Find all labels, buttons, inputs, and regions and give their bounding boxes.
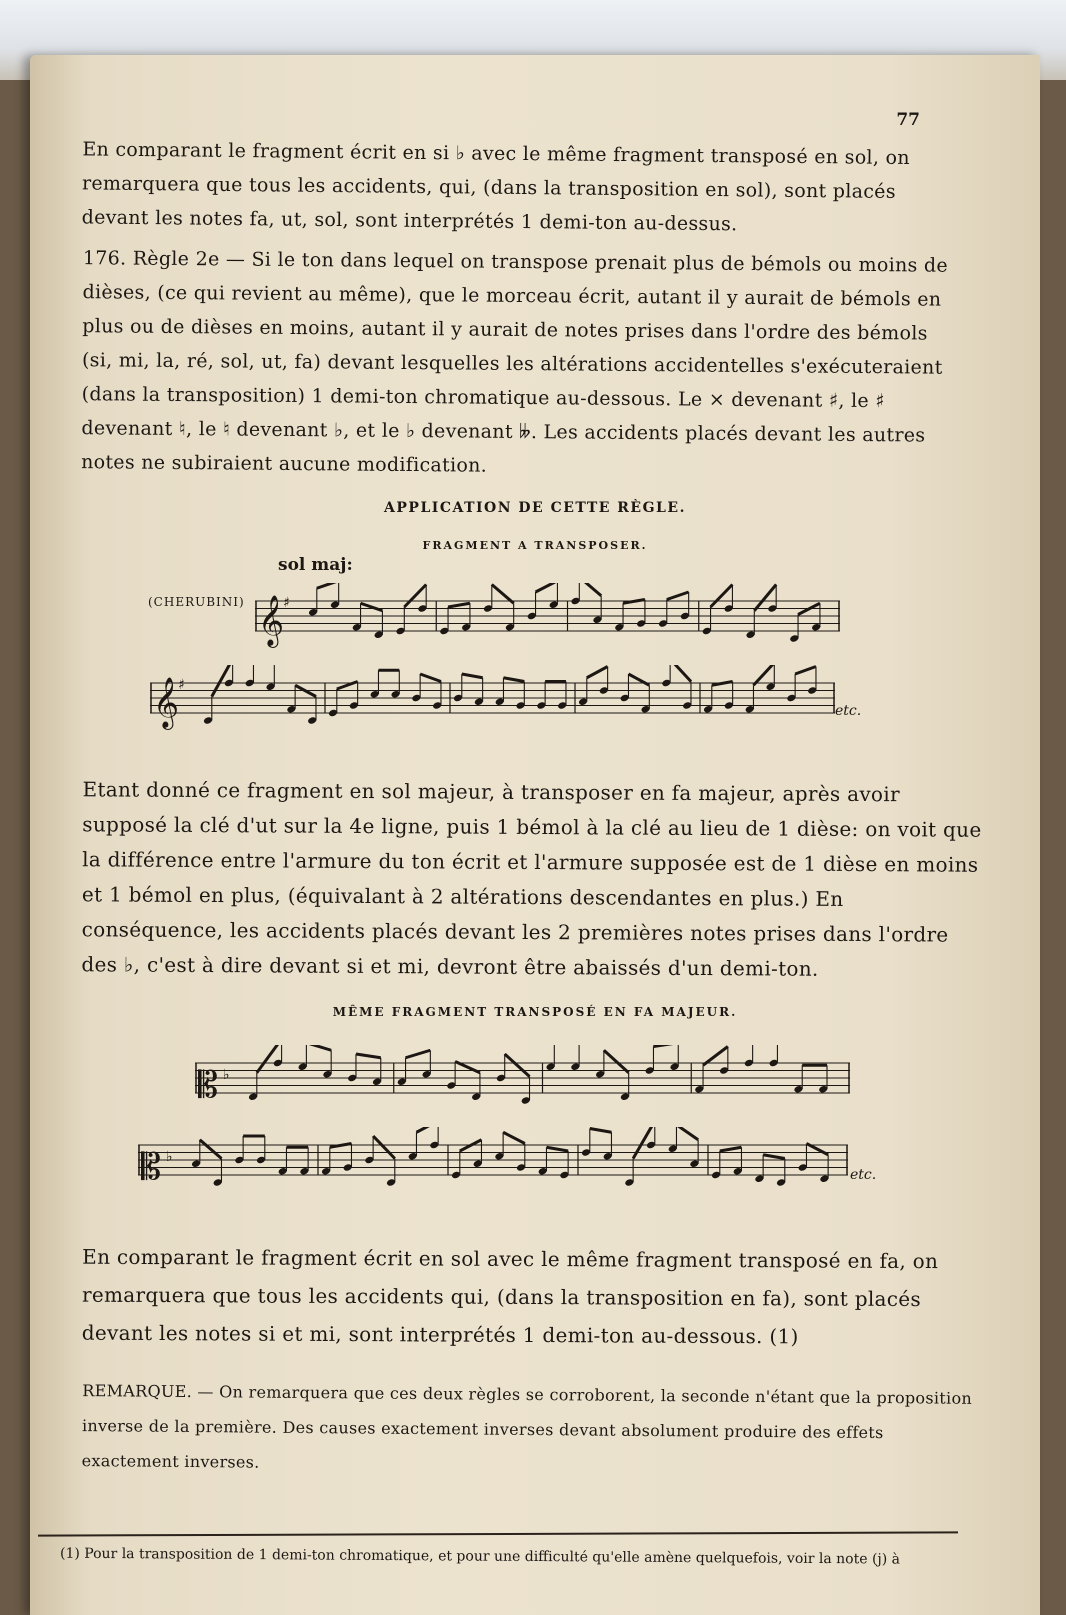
paragraph-comparison-sol: En comparant le fragment écrit en si ♭ avec le même fragment transposé en sol, on remarquera que tous les accidents, qui, (dans la transposition en sol), sont placés devant les notes fa, ut, sol, sont interprétés 1 demi-ton au-dessus.: [81, 138, 910, 236]
music-staff-original-2: [150, 665, 835, 745]
svg-text:𝄞: 𝄞: [258, 595, 285, 646]
etc-label-2: etc.: [850, 1167, 877, 1183]
key-label: sol maj:: [278, 555, 353, 575]
svg-text:♭: ♭: [166, 1149, 173, 1165]
music-staff-original-1: [255, 583, 840, 663]
footnote-rule: [38, 1531, 958, 1536]
footnote: (1) Pour la transposition de 1 demi-ton chromatique, et pour une difficulté qu'elle amène quelquefois, voir la note (j) à: [59, 1545, 901, 1568]
svg-text:♭: ♭: [223, 1067, 230, 1083]
svg-text:𝄡: 𝄡: [198, 1065, 219, 1106]
music-staff-transposed-2: [138, 1127, 848, 1207]
paragraph-comparison-fa: En comparant le fragment écrit en sol avec le même fragment transposé en fa, on remarquera que tous les accidents qui, (dans la transposition en fa), sont placés devant les notes si et mi, sont interprétés 1 demi-ton au-dessous. (1): [81, 1244, 939, 1349]
etc-label-1: etc.: [835, 703, 862, 719]
svg-text:♯: ♯: [178, 677, 185, 693]
book-page: [30, 55, 1040, 1615]
caption-fragment: FRAGMENT A TRANSPOSER.: [422, 539, 648, 552]
composer-label: (CHERUBINI): [148, 595, 245, 609]
svg-text:𝄡: 𝄡: [141, 1147, 162, 1188]
remark-paragraph: REMARQUE. — On remarquera que ces deux règles se corroborent, la seconde n'étant que la proposition inverse de la première. Des causes exactement inverses devant absolument produire des effets exactement inverses.: [81, 1381, 973, 1472]
page-number: 77: [896, 110, 920, 130]
paragraph-rule-2: 176. Règle 2e — Si le ton dans lequel on transpose prenait plus de bémols ou moins de dièses, (ce qui revient au même), que le morceau écrit, autant il y aurait de bémols en plus ou de dièses en moins, autant il y aurait de notes prises dans l'ordre des bémols (si, mi, la, ré, sol, ut, fa) devant lesquelles les altérations accidentelles s'exécuteraient (dans la transposition) 1 demi-ton chromatique au-dessous. Le × devenant ♯, le ♯ devenant ♮, le ♮ devenant ♭, et le ♭ devenant 𝄫. Les accidents placés devant les autres notes ne subiraient aucune modification.: [81, 247, 949, 477]
caption-application: APPLICATION DE CETTE RÈGLE.: [384, 500, 686, 516]
svg-text:𝄞: 𝄞: [153, 677, 180, 728]
music-staff-transposed-1: [195, 1045, 850, 1125]
paragraph-explanation: Etant donné ce fragment en sol majeur, à transposer en fa majeur, après avoir supposé la clé d'ut sur la 4e ligne, puis 1 bémol à la clé au lieu de 1 dièse: on voit que la différence entre l'armure du ton écrit et l'armure supposée est de 1 dièse en moins et 1 bémol en plus, (équivalant à 2 altérations descendantes en plus.) En conséquence, les accidents placés devant les 2 premières notes prises dans l'ordre des ♭, c'est à dire devant si et mi, devront être abaissés d'un demi-ton.: [81, 777, 982, 981]
svg-text:♯: ♯: [283, 595, 290, 611]
caption-transposed: MÊME FRAGMENT TRANSPOSÉ EN FA MAJEUR.: [332, 1005, 738, 1019]
